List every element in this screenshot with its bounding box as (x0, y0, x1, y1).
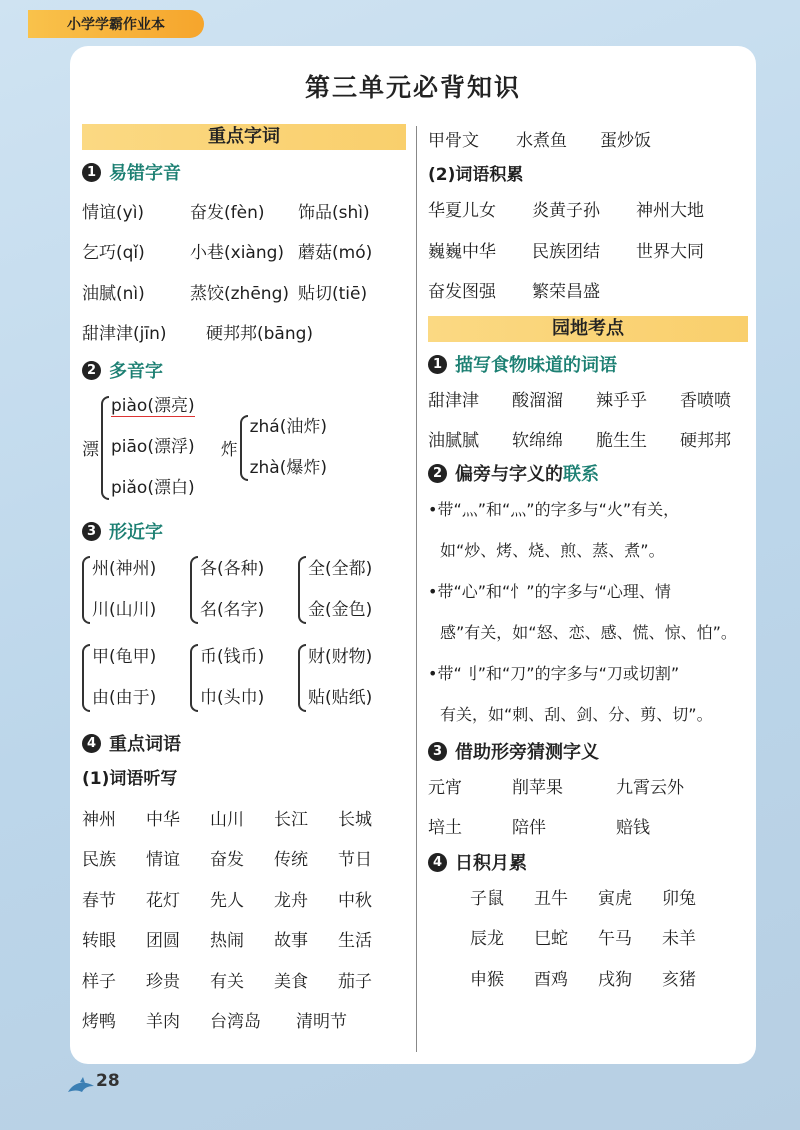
word-entry: 小巷(xiàng) (190, 243, 285, 264)
list-item (250, 407, 327, 448)
word-entry: 情谊(yì) (82, 202, 145, 223)
word-entry: 甜津津 (428, 390, 479, 411)
word-entry: 传统 (274, 850, 308, 871)
similar-pair (298, 637, 402, 719)
word-entry: 民族团结 (532, 241, 600, 262)
list-item: 金(金色) (308, 600, 373, 620)
list-item (428, 765, 748, 806)
pinyin-list (82, 190, 406, 352)
word-entry: 羊肉 (146, 1012, 180, 1033)
reading: zhá(油炸) (249, 416, 327, 437)
heading-label: 借助形旁猜测字义 (455, 742, 599, 763)
list-item (82, 1000, 406, 1041)
word-entry: 民族 (82, 850, 116, 871)
word-entry: 未羊 (662, 929, 696, 950)
dolphin-icon (66, 1076, 96, 1098)
list-item (428, 419, 748, 460)
word-entry: 繁荣昌盛 (532, 282, 600, 303)
word-entry: 九霄云外 (616, 777, 684, 798)
word-entry: 申猴 (470, 969, 504, 990)
word-entry: 贴切(tiē) (298, 283, 368, 304)
list-item: 全(全都) (308, 559, 373, 579)
list-item: 财(财物) (308, 647, 373, 667)
word-entry: 长城 (338, 809, 372, 830)
word-entry: 辰龙 (470, 929, 504, 950)
brace (82, 644, 90, 712)
subheading-accumulation: (2)词语积累 (428, 164, 524, 185)
word-entry: 有关 (210, 971, 244, 992)
similar-pair (298, 549, 402, 631)
word-entry: 午马 (598, 929, 632, 950)
word-entry: 奋发 (210, 850, 244, 871)
word-entry: 热闹 (210, 931, 244, 952)
list-item (82, 231, 406, 272)
word-entry: 样子 (82, 971, 116, 992)
heading-label: 多音字 (109, 361, 163, 382)
word-entry: 油腻(nì) (82, 283, 145, 304)
heading-daily-accumulation (428, 848, 748, 876)
list-item: 各(各种) (200, 559, 265, 579)
word-entry: 炎黄子孙 (532, 201, 600, 222)
word-entry: 神州大地 (636, 201, 704, 222)
word-entry: 故事 (274, 931, 308, 952)
word-entry: 巍巍中华 (428, 241, 496, 262)
number-badge: 2 (428, 464, 447, 483)
brace (82, 556, 90, 624)
polyphone-group-zha (240, 407, 327, 489)
word-entry: 节日 (338, 850, 372, 871)
heading-similar-chars (82, 517, 406, 545)
column-divider (416, 126, 417, 1052)
word-entry: 戌狗 (598, 969, 632, 990)
number-badge: 3 (82, 522, 101, 541)
list-item (82, 271, 406, 312)
heading-label: 日积月累 (455, 853, 527, 874)
heading-label: 重点词语 (109, 734, 181, 755)
list-item (428, 118, 748, 159)
word-entry: 团圆 (146, 931, 180, 952)
brace (190, 644, 198, 712)
word-entry: 硬邦邦(bāng) (206, 324, 314, 345)
list-item: 巾(头巾) (200, 688, 265, 708)
bullet-line: 如“炒、烤、烧、煎、蒸、煮”。 (440, 541, 665, 560)
word-entry: 甲骨文 (428, 130, 479, 151)
polyphone-block (82, 386, 406, 509)
similar-pair (82, 637, 190, 719)
word-entry: 蛋炒饭 (600, 130, 651, 151)
word-entry: 硬邦邦 (680, 431, 731, 452)
word-entry: 美食 (274, 971, 308, 992)
heading-label: 形近字 (109, 522, 163, 543)
list-item (428, 189, 748, 230)
word-entry: 茄子 (338, 971, 372, 992)
book-series-tag: 小学学霸作业本 (28, 10, 204, 38)
number-badge: 1 (428, 355, 447, 374)
heading-taste-words (428, 350, 748, 378)
word-entry: 陪伴 (512, 818, 546, 839)
word-entry: 中华 (146, 809, 180, 830)
dictation-list (82, 797, 406, 1040)
word-entry: 卯兔 (662, 888, 696, 909)
list-item (470, 876, 748, 917)
section-banner-exam-points: 园地考点 (428, 316, 748, 342)
list-item (428, 378, 748, 419)
word-entry: 中秋 (338, 890, 372, 911)
guess-list (428, 765, 748, 846)
word-entry: 蒸饺(zhēng) (190, 283, 289, 304)
word-entry: 长江 (274, 809, 308, 830)
subheading-dictation: (1)词语听写 (82, 769, 178, 789)
heading-label: 易错字音 (109, 163, 181, 184)
word-entry: 丑牛 (534, 888, 568, 909)
word-entry: 春节 (82, 890, 116, 911)
heading-polyphone (82, 356, 406, 384)
bullet-line: •带“灬”和“灬”的字多与“火”有关， (428, 500, 680, 519)
word-entry: 神州 (82, 809, 116, 830)
word-entry: 奋发图强 (428, 282, 496, 303)
word-entry: 寅虎 (598, 888, 632, 909)
word-entry: 世界大同 (636, 241, 704, 262)
brace (101, 396, 109, 500)
reading: piāo(漂浮) (111, 437, 195, 457)
list-item (82, 959, 406, 1000)
word-entry: 乞巧(qǐ) (82, 243, 145, 264)
list-item: 川(山川) (92, 600, 157, 620)
list-item (82, 838, 406, 879)
number-badge: 4 (428, 853, 447, 872)
word-entry: 脆生生 (596, 431, 647, 452)
number-badge: 3 (428, 742, 447, 761)
taste-list (428, 378, 748, 459)
reading: piào(漂亮) (111, 396, 195, 416)
bullet-line: •带“心”和“忄”的字多与“心理、情 (428, 582, 671, 601)
number-badge: 4 (82, 734, 101, 753)
page-card (70, 46, 756, 1064)
page-number: 28 (96, 1071, 120, 1091)
reading: piǎo(漂白) (111, 478, 195, 498)
list-item (111, 427, 195, 468)
heading-pronunciation (82, 158, 406, 186)
list-item (82, 919, 406, 960)
list-item: 州(神州) (92, 559, 157, 579)
word-entry: 台湾岛 (210, 1012, 261, 1033)
list-item (470, 957, 748, 998)
word-entry: 巳蛇 (534, 929, 568, 950)
word-entry: 生活 (338, 931, 372, 952)
word-entry: 香喷喷 (680, 390, 731, 411)
word-entry: 水煮鱼 (516, 130, 567, 151)
list-item: 名(名字) (200, 600, 265, 620)
heading-radical-meaning (428, 459, 748, 487)
list-item: 贴(贴纸) (308, 688, 373, 708)
brace (298, 644, 306, 712)
list-item (111, 386, 195, 427)
word-entry: 软绵绵 (512, 431, 563, 452)
word-entry: 酸溜溜 (512, 390, 563, 411)
word-entry: 转眼 (82, 931, 116, 952)
word-entry: 清明节 (296, 1012, 347, 1033)
bullet-item (428, 489, 748, 571)
heading-label: 描写食物味道的词语 (455, 355, 617, 376)
word-entry: 烤鸭 (82, 1012, 116, 1033)
word-entry: 珍贵 (146, 971, 180, 992)
word-entry: 赔钱 (616, 818, 650, 839)
word-entry: 龙舟 (274, 890, 308, 911)
brace (240, 415, 248, 481)
polyphone-char: 炸 (220, 440, 238, 460)
list-item (82, 878, 406, 919)
word-entry: 饰品(shì) (298, 202, 370, 223)
word-entry: 山川 (210, 809, 244, 830)
word-entry: 蘑菇(mó) (298, 243, 373, 264)
list-item: 由(由于) (92, 688, 157, 708)
similar-pair (82, 549, 190, 631)
list-item (428, 806, 748, 847)
word-entry: 酉鸡 (534, 969, 568, 990)
word-entry: 奋发(fèn) (190, 202, 265, 223)
word-entry: 花灯 (146, 890, 180, 911)
number-badge: 2 (82, 361, 101, 380)
word-entry: 情谊 (146, 850, 180, 871)
list-item (82, 312, 406, 353)
heading-guess-meaning (428, 737, 748, 765)
list-item (428, 270, 748, 311)
brace (190, 556, 198, 624)
list-item (82, 190, 406, 231)
right-column (428, 118, 748, 998)
list-item (82, 797, 406, 838)
page-title: 第三单元必背知识 (304, 73, 521, 102)
heading-label-highlight: 联系 (563, 464, 599, 485)
zodiac-list (428, 876, 748, 998)
word-entry: 先人 (210, 890, 244, 911)
bullet-item (428, 571, 748, 653)
word-entry: 甜津津(jīn) (82, 324, 167, 345)
left-column (82, 124, 406, 1040)
number-badge: 1 (82, 163, 101, 182)
word-entry: 子鼠 (470, 888, 504, 909)
word-entry: 亥猪 (662, 969, 696, 990)
polyphone-char: 漂 (82, 440, 99, 460)
bullet-line: •带“刂”和“刀”的字多与“刀或切割” (428, 664, 680, 683)
brace (298, 556, 306, 624)
heading-key-vocab (82, 729, 406, 757)
heading-label: 偏旁与字义的 (455, 464, 563, 485)
word-entry: 削苹果 (512, 777, 563, 798)
similar-pair (190, 549, 298, 631)
bullet-line: 有关，如“刺、刮、剑、分、剪、切”。 (440, 705, 713, 724)
radical-bullets (428, 489, 748, 735)
list-item (250, 448, 327, 489)
word-entry: 培土 (428, 818, 462, 839)
section-banner-key-words: 重点字词 (82, 124, 406, 150)
bullet-item (428, 653, 748, 735)
word-entry: 油腻腻 (428, 431, 479, 452)
list-item: 甲(龟甲) (92, 647, 157, 667)
similar-pair (190, 637, 298, 719)
similar-chars-grid (82, 549, 406, 719)
word-entry: 元宵 (428, 777, 462, 798)
list-item (111, 468, 195, 509)
accumulation-list (428, 189, 748, 311)
bullet-line: 感”有关，如“怒、恋、感、慌、惊、怕”。 (440, 623, 737, 642)
word-entry: 华夏儿女 (428, 201, 496, 222)
polyphone-group-piao (101, 386, 195, 509)
list-item: 币(钱币) (200, 647, 265, 667)
list-item (470, 917, 748, 958)
word-entry: 辣乎乎 (596, 390, 647, 411)
reading: zhà(爆炸) (249, 457, 327, 478)
list-item (428, 229, 748, 270)
